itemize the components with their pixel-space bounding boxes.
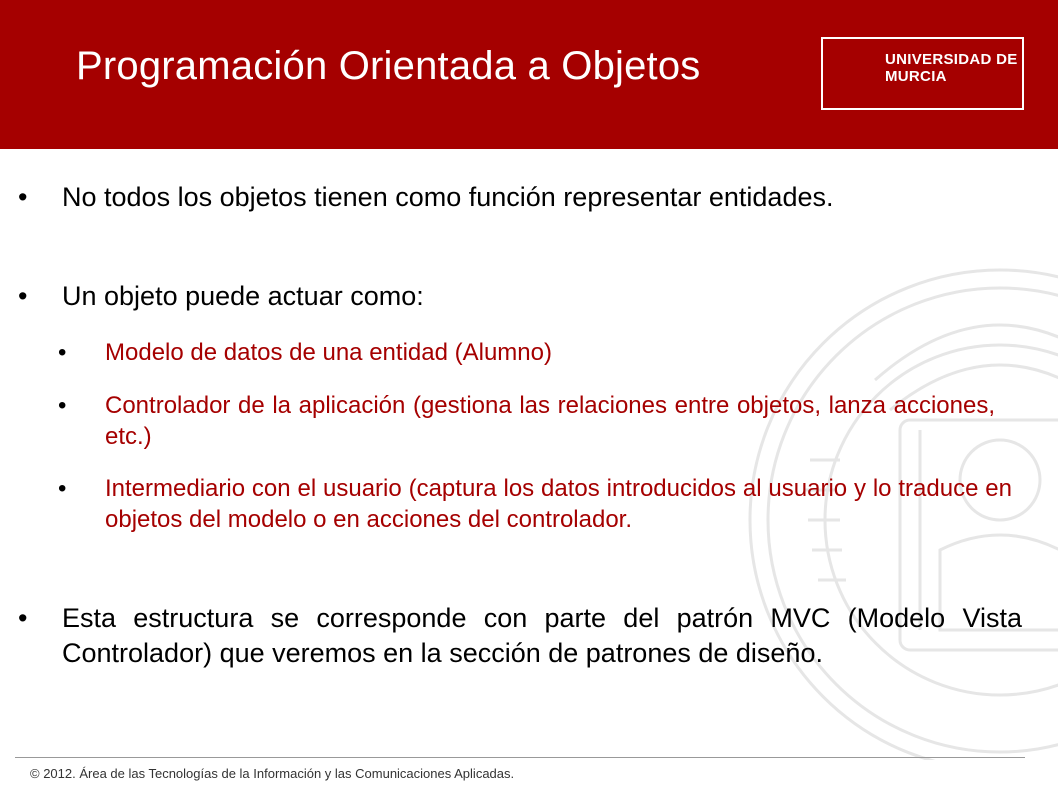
logo-line-1: UNIVERSIDAD DE [885,51,1018,68]
footer-copyright: © 2012. Área de las Tecnologías de la Información y las Comunicaciones Aplicadas. [30,766,515,781]
bullet-text: Modelo de datos de una entidad (Alumno) [105,339,552,366]
list-item [58,390,1018,454]
bullet-glyph: • [18,603,28,633]
list-item [58,337,1018,369]
bullet-text: Controlador de la aplicación (gestiona las relaciones entre objetos, lanza acciones, etc.) [105,392,995,450]
list-item [58,473,1018,573]
bullet-text: Un objeto puede actuar como: [62,281,424,311]
bullet-glyph: • [58,475,67,502]
list-item [18,280,998,316]
bullet-text: Esta estructura se corresponde con parte del patrón MVC (Modelo Vista Controlador) que veremos en la sección de patrones de diseño. [62,603,1022,668]
bullet-glyph: • [18,182,28,212]
bullet-glyph: • [58,339,67,366]
logo-line-2: MURCIA [885,68,947,85]
bullet-text: Intermediario con el usuario (captura los datos introducidos al usuario y lo traduce en objetos del modelo o en acciones del controlador. [105,475,1012,533]
slide-title: Programación Orientada a Objetos [76,44,701,88]
bullet-glyph: • [18,281,28,311]
bullet-glyph: • [58,392,67,419]
footer-divider [15,757,1025,758]
bullet-text: No todos los objetos tienen como función representar entidades. [62,182,834,212]
list-item [18,181,998,251]
list-item [18,601,1028,711]
